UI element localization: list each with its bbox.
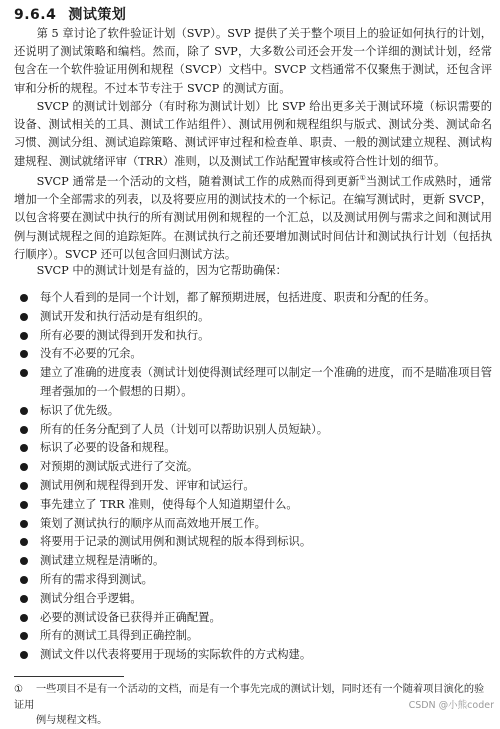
paragraph-svcp-living-document [14,173,492,264]
section-title: 测试策划 [68,7,127,23]
bullet-icon [20,407,28,415]
paragraph-rest: 当测试工作成熟时，通常增加一个全部需求的列表，以及将要应用的测试技术的一个标记。在编写测试时，更新 SVCP，以包含将要在测试中执行的所有测试用例和规程的一个汇总，以及测试用例与需求之间和测试用例与测试规程之间的追踪矩阵。在测试执行之前还要增加测试时间估计和测试执行计划（包括执行顺序）。SVCP 还可以包含回归测试方法。 [14,175,492,261]
list-item: 所有必要的测试得到开发和执行。 [14,327,492,346]
bullet-icon [20,651,28,659]
bullet-icon [20,426,28,434]
bullet-icon [20,501,28,509]
list-item: 将要用于记录的测试用例和测试规程的版本得到标识。 [14,533,492,552]
list-item: 必要的测试设备已获得并正确配置。 [14,609,492,628]
list-item: 没有不必要的冗余。 [14,345,492,364]
bullet-icon [20,576,28,584]
bullet-icon [20,614,28,622]
footnote-line-1: 一些项目不是有一个活动的文档，而是有一个事先完成的测试计划，同时还有一个随着项目演化的验证用 [14,684,485,711]
paragraph-lead: SVCP 通常是一个活动的文档，随着测试工作的成熟而得到更新 [36,175,360,188]
bullet-icon [20,369,28,377]
list-item: 所有的测试工具得到正确控制。 [14,627,492,646]
bullet-icon [20,444,28,452]
bullet-icon [20,632,28,640]
bullet-icon [20,520,28,528]
list-item: 标识了必要的设备和规程。 [14,439,492,458]
footnote-divider [14,676,124,677]
section-heading [14,4,126,24]
bullet-icon [20,332,28,340]
bullet-icon [20,557,28,565]
list-item: 测试用例和规程得到开发、评审和试运行。 [14,477,492,496]
bullet-icon [20,482,28,490]
footnote-reference: ① [359,174,366,183]
list-item: 标识了优先级。 [14,402,492,421]
list-item: 测试开发和执行活动是有组织的。 [14,308,492,327]
bullet-icon [20,294,28,302]
list-item: 事先建立了 TRR 准则，使得每个人知道期望什么。 [14,496,492,515]
bullet-icon [20,313,28,321]
list-item: 测试建立规程是清晰的。 [14,552,492,571]
list-item: 所有的需求得到测试。 [14,571,492,590]
list-item: 对预期的测试版式进行了交流。 [14,458,492,477]
paragraph-benefits-intro: SVCP 中的测试计划是有益的，因为它帮助确保： [36,264,287,277]
bullet-icon [20,595,28,603]
list-item: 策划了测试执行的顺序从而高效地开展工作。 [14,515,492,534]
paragraph-svp-intro: 第 5 章讨论了软件验证计划（SVP）。SVP 提供了关于整个项目上的验证如何执行的计划，还说明了测试策略和编档。然而，除了 SVP，大多数公司还会开发一个详细的测试计划，经常包含在一个软件验证用例和规程（SVCP）文档中。SVCP 文档通常不仅聚焦于测试，还包含评审和分析的规程。不过本节专注于 SVCP 的测试方面。 [14,27,492,95]
footnote-mark: ① [14,684,24,695]
bullet-icon [20,538,28,546]
benefits-list [14,289,492,665]
list-item: 每个人看到的是同一个计划，都了解预期进展，包括进度、职责和分配的任务。 [14,289,492,308]
list-item: 建立了准确的进度表（测试计划使得测试经理可以制定一个准确的进度，而不是瞄准项目管理者强加的一个假想的日期）。 [14,364,492,402]
bullet-icon [20,463,28,471]
watermark: CSDN @小熊coder [408,700,494,711]
paragraph-test-plan-details: SVCP 的测试计划部分（有时称为测试计划）比 SVP 给出更多关于测试环境（标识需要的设备、测试相关的工具、测试工作站组件）、测试用例和规程组织与版式、测试分类、测试命名习惯、测试分组、测试追踪策略、测试评审过程和检查单、职责、一般的测试建立规程、测试构建规程、测试就绪评审（TRR）准则，以及测试工作站配置审核或符合性计划的细节。 [14,100,492,168]
list-item: 所有的任务分配到了人员（计划可以帮助识别人员短缺）。 [14,421,492,440]
list-item: 测试分组合乎逻辑。 [14,590,492,609]
list-item: 测试文件以代表将要用于现场的实际软件的方式构建。 [14,646,492,665]
bullet-icon [20,350,28,358]
section-number: 9.6.4 [14,7,57,23]
footnote-line-2: 例与规程文档。 [36,715,108,726]
